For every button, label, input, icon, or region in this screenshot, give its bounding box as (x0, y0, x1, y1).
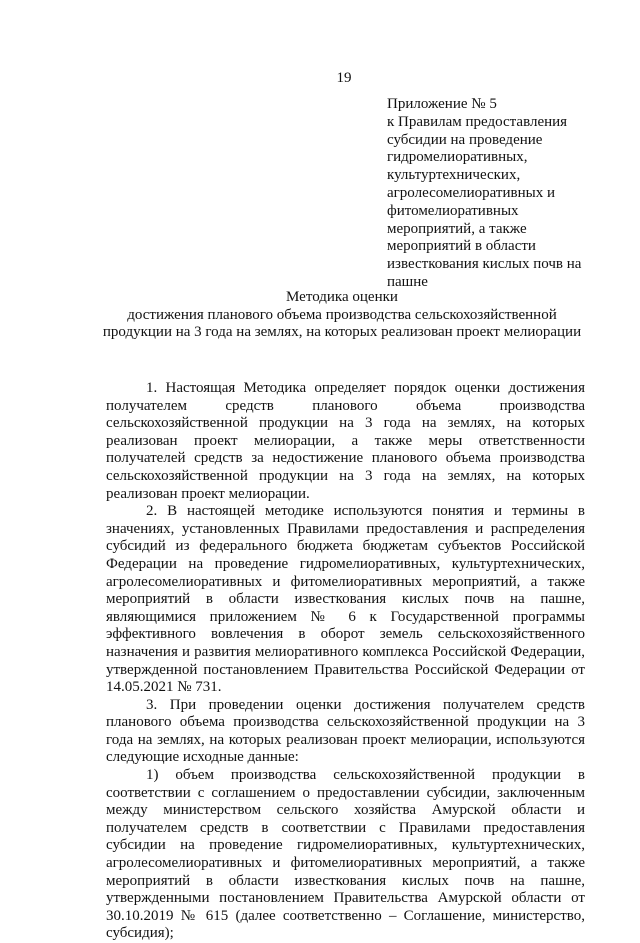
paragraph-3: 3. При проведении оценки достижения получателем средств планового объема производства сельскохозяйственной продукции на 3 года на землях, на которых реализован проект мелиорации, используются следующие исходные данные: (106, 696, 585, 766)
paragraph-3-subitem-1: 1) объем производства сельскохозяйственной продукции в соответствии с соглашением о предоставлении субсидии, заключенным между министерством сельского хозяйства Амурской области и получателем средств в соответствии с Правилами предоставления субсидии на проведение гидромелиоративных, культуртехнических, агролесомелиоративных и фитомелиоративных мероприятий, а также мероприятий в области известкования кислых почв на пашне, утвержденными постановлением Правительства Амурской области от 30.10.2019 № 615 (далее соответственно – Соглашение, министерство, субсидия); (106, 767, 585, 942)
appendix-line: Приложение № 5 (387, 96, 497, 112)
appendix-line: гидромелиоративных, (387, 149, 528, 166)
page-number: 19 (336, 70, 352, 86)
appendix-line: субсидии на проведение (387, 131, 543, 148)
appendix-line: культуртехнических, (387, 167, 521, 184)
appendix-line: агролесомелиоративных и (387, 184, 555, 201)
appendix-line: пашне (387, 273, 428, 290)
appendix-line: известкования кислых почв на (387, 256, 582, 273)
appendix-line: мероприятий, а также (387, 220, 527, 237)
paragraph-1: 1. Настоящая Методика определяет порядок оценки достижения получателем средств планового объема производства сельскохозяйственной продукции на 3 года на землях, на которых реализован проект мелиорации, а также меры ответственности получателей средств за недостижение планового объема производства сельскохозяйственной продукции на 3 года на землях, на которых реализован проект мелиорации. (106, 380, 585, 502)
appendix-line: мероприятий в области (387, 238, 536, 255)
method-heading: Методика оценки (286, 289, 398, 305)
appendix-block (387, 96, 607, 292)
paragraph-2: 2. В настоящей методике используются понятия и термины в значениях, установленных Правилами предоставления и распределения субсидий из федерального бюджета бюджетам субъектов Российской Федерации на проведение гидромелиоративных, культуртехнических, агролесомелиоративных и фитомелиоративных мероприятий, а также мероприятий в области известкования кислых почв на пашне, являющимися приложением № 6 к Государственной программы эффективного вовлечения в оборот земель сельскохозяйственного назначения и развития мелиоративного комплекса Российской Федерации, утвержденной постановлением Правительства Российской Федерации от 14.05.2021 № 731. (106, 503, 585, 696)
method-title (92, 289, 592, 342)
document-body (106, 380, 585, 943)
method-subtitle-line: достижения планового объема производства сельскохозяйственной (127, 306, 557, 323)
method-subtitle-line: продукции на 3 года на землях, на которых реализован проект мелиорации (102, 324, 582, 340)
appendix-line: к Правилам предоставления (387, 113, 568, 130)
appendix-line: фитомелиоративных (387, 202, 519, 219)
